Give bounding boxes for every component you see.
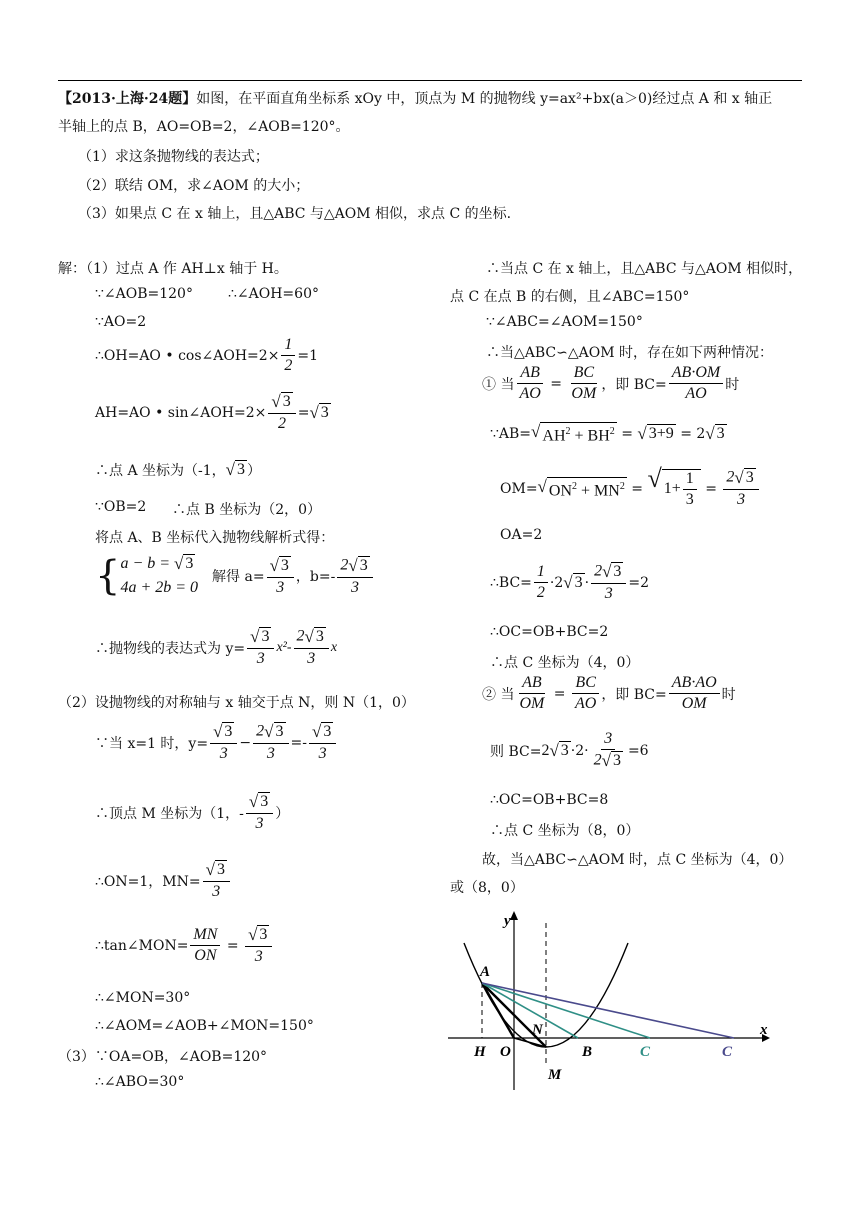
oc-case-2: ∴OC=OB+BC=8 [490,792,609,808]
system-brace: { [95,553,121,599]
part-2-heading: （2）设抛物线的对称轴与 x 轴交于点 N，则 N（1，0） [58,695,415,711]
point-a-coord: ∴点 A 坐标为（-1， √ 3 ） [95,460,261,479]
angle-aom: ∴∠AOM=∠AOB+∠MON=150° [95,1018,314,1034]
similar-condition: ∴当点 C 在 x 轴上，且△ABC 与△AOM 相似时， [486,261,803,277]
two-cases: ∴当△ABC∽△AOM 时，存在如下两种情况： [486,345,774,361]
fraction-one-half: $\frac{1}{2}$ [281,336,295,375]
label-h: H [474,1044,486,1060]
question-2: （2）联结 OM，求∠AOM 的大小； [78,178,310,194]
point-c-case-2: ∴点 C 坐标为（8，0） [490,823,640,839]
om-length: OM= √ $ON^2 + MN^2$ = √ 1+ $\frac{1}{3}$ = 2 √ 3 3 [500,468,761,509]
vertex-m-coord: ∴顶点 M 坐标为（1，- √ 3 3 ） [95,792,290,832]
label-m: M [548,1067,562,1083]
point-c-case-1: ∴点 C 坐标为（4，0） [490,655,640,671]
angle-aoh: ∴∠AOH=60° [228,286,319,302]
angle-aob: ∵∠AOB=120° [95,286,193,302]
top-rule [58,80,802,81]
bc-case-1: ∴BC= $\frac{1}{2}$ ·2 √ 3 · 2 √ 3 3 =2 [490,562,650,602]
angle-mon: ∴∠MON=30° [95,990,191,1006]
point-b-coord: ∴点 B 坐标为（2，0） [172,502,322,518]
problem-line-1: 【2013·上海·24题】如图，在平面直角坐标系 xOy 中，顶点为 M 的抛物线 y=ax²+bx(a＞0)经过点 A 和 x 轴正 [58,91,773,107]
problem-line-2: 半轴上的点 B，AO=OB=2，∠AOB=120°。 [58,119,350,135]
problem-tag: 【2013·上海·24题】 [58,91,197,107]
segment-ac1 [482,983,650,1038]
parabola-figure [440,905,780,1100]
angle-abc: ∵∠ABC=∠AOM=150° [486,314,643,330]
label-n: N [532,1022,543,1038]
y-at-x1: ∵当 x=1 时，y= √ 3 3 − 2 √ 3 3 =- √ 3 3 [95,722,338,763]
tan-mon: ∴tan∠MON= $\frac{MN}{ON}$ = √ 3 3 [95,925,274,966]
ah-calc: AH=AO • sin∠AOH=2× √ 3 2 = √ 3 [95,392,329,432]
final-answer-1: 故，当△ABC∽△AOM 时，点 C 坐标为（4，0） [482,852,793,868]
bc-case-2: 则 BC= 2 √ 3 ·2· 3 2 √ 3 =6 [490,730,649,770]
label-b: B [582,1044,593,1060]
on-mn-values: ∴ON=1，MN= √ 3 3 [95,860,232,901]
ao-value: ∵AO=2 [95,314,147,330]
label-a: A [480,964,491,980]
c-right-of-b: 点 C 在点 B 的右侧，且∠ABC=150° [450,289,690,305]
y-axis-arrow [510,911,518,920]
label-y: y [504,913,511,929]
parabola-expression: ∴抛物线的表达式为 y= √ 3 3 x²- 2 √ 3 3 x [95,627,338,667]
label-c1: C [640,1044,651,1060]
ab-length: ∵AB= √ $AH^2 + BH^2$ = √ 3+9 = 2 √ 3 [490,422,725,445]
ob-value: ∵OB=2 [95,499,147,515]
substitute-line: 将点 A、B 坐标代入抛物线解析式得： [95,530,335,546]
case-1: ① 当 $\frac{AB}{AO}$ = $\frac{BC}{OM}$ ，即 BC= $\frac{AB\cdot OM}{AO}$ 时 [482,364,740,402]
angle-abo: ∴∠ABO=30° [95,1074,185,1090]
label-c2: C [722,1044,733,1060]
oh-calc: ∴OH=AO • cos∠AOH=2× $\frac{1}{2}$ =1 [95,336,319,374]
solution-step-1: 解：（1）过点 A 作 AH⊥x 轴于 H。 [58,261,288,277]
label-o: O [500,1044,511,1060]
oc-case-1: ∴OC=OB+BC=2 [490,624,609,640]
question-3: （3）如果点 C 在 x 轴上，且△ABC 与△AOM 相似，求点 C 的坐标. [78,206,512,222]
part-3-heading: （3）∵OA=OB，∠AOB=120° [58,1049,268,1065]
oa-value: OA=2 [500,527,543,543]
final-answer-2: 或（8，0） [450,880,524,896]
question-1: （1）求这条抛物线的表达式； [78,149,269,165]
equation-system: { a − b = √ 3 4a + 2b = 0 解得 a= √ 3 3 ，b=- 2 √ 3 3 [95,552,375,600]
label-x: x [760,1022,768,1038]
case-2: ② 当 $\frac{AB}{OM}$ = $\frac{BC}{AO}$ ，即 BC= $\frac{AB\cdot AO}{OM}$ 时 [482,674,736,712]
segment-ac2 [482,983,734,1038]
